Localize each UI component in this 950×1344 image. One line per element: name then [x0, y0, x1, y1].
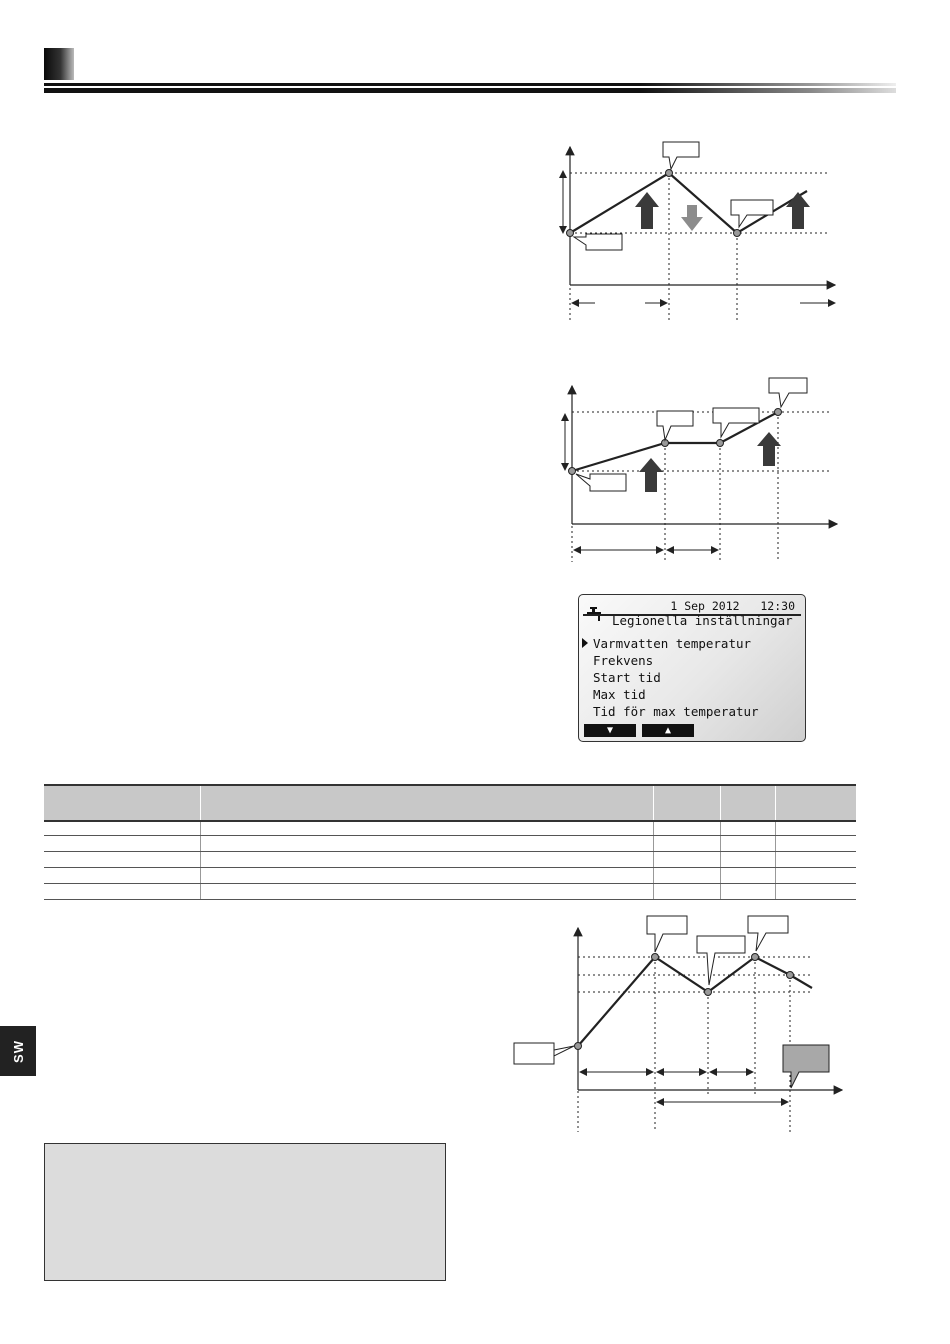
- table-header-cell: [776, 784, 857, 820]
- lcd-datetime: [579, 599, 805, 613]
- curve-point: [575, 1043, 582, 1050]
- diagram-gradual-heating: [555, 372, 845, 567]
- thick-up-arrow-icon: [639, 458, 663, 492]
- table-header-cell: [721, 784, 776, 820]
- callout-bubble: [748, 916, 788, 951]
- curve-point: [775, 409, 782, 416]
- curve-point: [705, 989, 712, 996]
- settings-table: [44, 784, 856, 900]
- menu-item-max-temperature-duration[interactable]: Tid för max temperatur: [593, 704, 759, 719]
- down-button[interactable]: ▼: [584, 724, 636, 737]
- callout-bubble: [647, 916, 687, 952]
- diagram-heating-cycle: [555, 135, 845, 325]
- section-header-block: [44, 48, 74, 80]
- curve-point: [569, 468, 576, 475]
- controller-lcd-screen: [578, 594, 806, 742]
- table-header-rule: [44, 820, 856, 822]
- note-box: [44, 1143, 446, 1281]
- curve-point: [666, 170, 673, 177]
- table-row: [44, 884, 856, 900]
- table-header-cell: [654, 784, 721, 820]
- temperature-curve: [578, 957, 812, 1046]
- lcd-menu: [593, 635, 759, 720]
- curve-point: [752, 954, 759, 961]
- callout-bubble: [663, 142, 699, 169]
- curve-point: [567, 230, 574, 237]
- table-row: [44, 868, 856, 884]
- callout-bubble: [713, 408, 759, 437]
- thick-up-arrow-icon: [635, 192, 659, 229]
- thick-up-arrow-icon: [757, 432, 781, 466]
- thick-up-arrow-icon: [786, 192, 810, 229]
- header-rule-thick: [44, 88, 896, 93]
- table-row: [44, 852, 856, 868]
- table-header-row: [44, 784, 856, 820]
- callout-bubble: [576, 474, 626, 491]
- table-top-rule: [44, 784, 856, 786]
- menu-item-start-time[interactable]: Start tid: [593, 670, 661, 685]
- header-rule-thin: [44, 83, 896, 86]
- callout-bubble: [657, 411, 693, 440]
- lcd-time: 12:30: [760, 599, 795, 613]
- language-tab-label: SW: [10, 1039, 26, 1063]
- curve-point: [717, 440, 724, 447]
- menu-item-hot-water-temperature[interactable]: Varmvatten temperatur: [593, 636, 752, 651]
- menu-cursor-icon: [582, 638, 588, 648]
- table-header-cell: [44, 784, 201, 820]
- thick-down-arrow-icon: [681, 205, 703, 231]
- table-row: [44, 820, 856, 836]
- callout-bubble: [514, 1043, 574, 1064]
- table-row: [44, 836, 856, 852]
- callout-bubble: [697, 936, 745, 985]
- lcd-date: 1 Sep 2012: [670, 599, 740, 613]
- language-tab: [0, 1026, 36, 1076]
- callout-bubble: [574, 234, 622, 250]
- menu-item-frequency[interactable]: Frekvens: [593, 653, 654, 668]
- curve-point: [652, 954, 659, 961]
- curve-point: [734, 230, 741, 237]
- table-header-cell: [201, 784, 654, 820]
- diagram-legionella-cycle: [510, 912, 850, 1134]
- callout-bubble: [769, 378, 807, 407]
- curve-point: [787, 972, 794, 979]
- menu-item-max-time[interactable]: Max tid: [593, 687, 646, 702]
- up-button[interactable]: ▲: [642, 724, 694, 737]
- lcd-title: Legionella inställningar: [612, 613, 793, 628]
